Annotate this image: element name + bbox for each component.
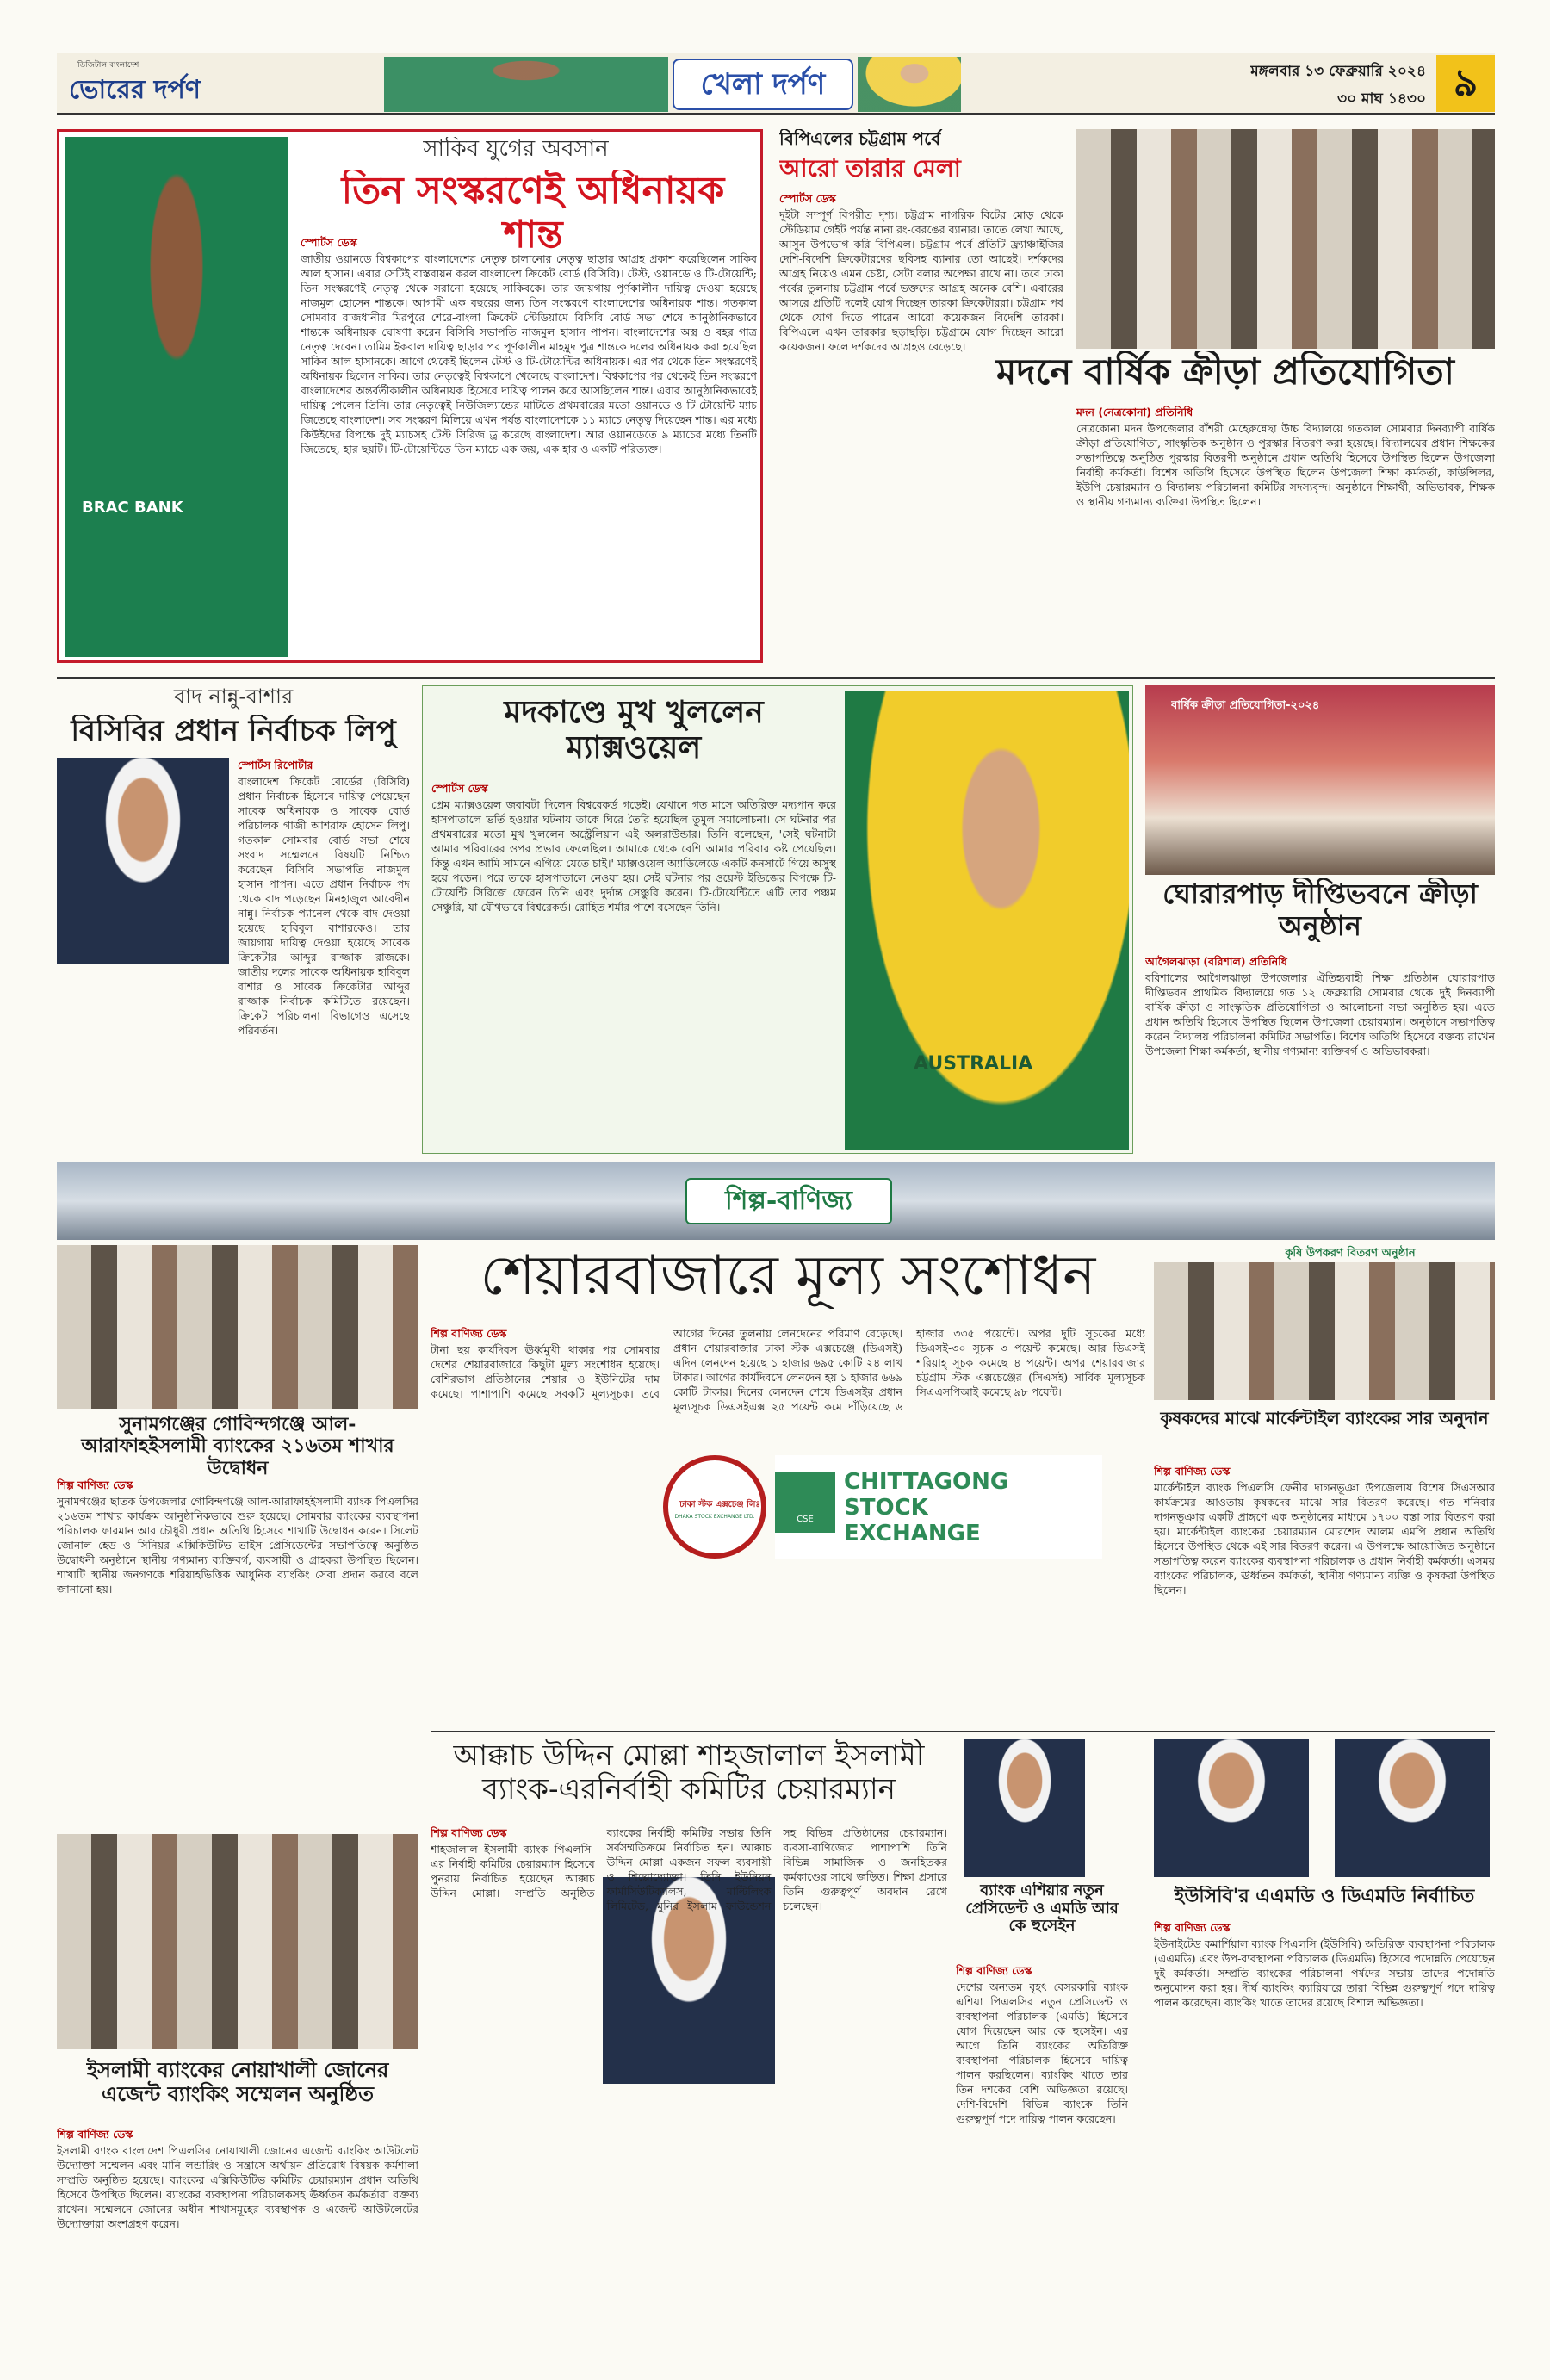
photo-alarafah [57, 1245, 418, 1409]
islami-bank-body [57, 2127, 418, 2342]
lipu-byline: স্পোর্টস রিপোর্টার [238, 759, 313, 772]
bpl-body [779, 191, 1063, 663]
section-banner [673, 59, 853, 110]
ucb-byline: শিল্প বাণিজ্য ডেস্ক [1154, 1921, 1231, 1934]
lipu-kicker: বাদ নান্নু-বাশার [173, 685, 294, 709]
jersey-australia-label: AUSTRALIA [914, 1053, 1033, 1075]
shahjalal-headline: আক্কাচ উদ্দিন মোল্লা শাহজালাল ইসলামী ব্যাংক-এরনির্বাহী কমিটির চেয়ারম্যান [453, 1739, 925, 1807]
maxwell-headline: মদকাণ্ডে মুখ খুললেন ম্যাক্সওয়েল [504, 695, 764, 766]
madan-byline: মদন (নেত্রকোনা) প্রতিনিধি [1076, 406, 1194, 418]
cse-word-2: STOCK [844, 1495, 928, 1521]
photo-ucb-dmd [1335, 1739, 1490, 1877]
mercantile-top-caption: কৃষি উপকরণ বিতরণ অনুষ্ঠান [1285, 1247, 1416, 1260]
jersey-sponsor-label: BRAC BANK [82, 499, 183, 517]
dse-logo [663, 1455, 766, 1559]
lipu-body [238, 758, 410, 1154]
story-lipu [57, 685, 410, 1154]
photo-lipu [57, 758, 229, 964]
sharemarket-body-text: টানা ছয় কার্যদিবস ঊর্ধ্বমুখী থাকার পর সোমবার দেশের শেয়ারবাজারে কিছুটা মূল্য সংশোধন হয়েছে। বেশিরভাগ প্রতিষ্ঠানের শেয়ার ও ইউনিটের দাম কমেছে। পাশাপাশি কমেছে সবকটি মূল্যসূচক। তবে আগের দিনের তুলনায় লেনদেনের পরিমাণ বেড়েছে। প্রধান শেয়ারবাজার ঢাকা স্টক এক্সচেঞ্জে (ডিএসই) এদিন লেনদেন হয়েছে ১ হাজার ৬৯৫ কোটি ২৪ লাখ টাকার। আগের কার্যদিবসে লেনদেন হয় ১ হাজার ৬৬৯ কোটি টাকার। দিনের লেনদেন শেষে ডিএসইর প্রধান মূল্যসূচক ডিএসইএক্স ২৫ পয়েন্ট কমে দাঁড়িয়েছে ৬ হাজার ৩৩৫ পয়েন্টে। অপর দুটি সূচকের মধ্যে ডিএসই-৩০ সূচক ৩ পয়েন্ট কমেছে। আর ডিএসই শরিয়াহ্ সূচক কমেছে ৪ পয়েন্ট। অপর শেয়ারবাজার চট্টগ্রাম স্টক এক্সচেঞ্জের (সিএসই) সার্বিক মূল্যসূচক সিএএসপিআই কমেছে ৯৮ পয়েন্ট। [431, 1327, 1145, 1413]
bankasia-body [956, 1963, 1128, 2342]
story-maxwell [422, 685, 1133, 1154]
story-sakib [57, 129, 763, 663]
date-line-1: মঙ্গলবার ১৩ ফেব্রুয়ারি ২০২৪ [1250, 63, 1426, 80]
ghorarpar-body [1145, 954, 1495, 1154]
cse-word-3: EXCHANGE [844, 1521, 981, 1546]
banner-player-strip-right [858, 57, 961, 112]
page-number: ৯ [1436, 55, 1495, 112]
masthead [57, 53, 1495, 115]
bpl-byline: স্পোর্টস ডেস্ক [779, 192, 836, 205]
dse-logo-bangla: ঢাকা স্টক এক্সচেঞ্জ লিঃ [679, 1500, 760, 1509]
alarafah-body-text: সুনামগঞ্জের ছাতক উপজেলার গোবিন্দগঞ্জে আল-আরাফাহইসলামী ব্যাংক পিএলসির ২১৬তম শাখার কার্যক্রম আনুষ্ঠানিকভাবে শুরু হয়েছে। সোমবার ব্যাংকের ব্যবস্থাপনা পরিচালক ফারমান আর চৌধুরী প্রধান অতিথি হিসেবে শাখাটি উদ্বোধন করেন। সিলেট জোনাল হেড ও সিনিয়র এক্সিকিউটিভ ভাইস প্রেসিডেন্টের সভাপতিত্বে অনুষ্ঠিত উদ্বোধনী অনুষ্ঠানে স্থানীয় গণ্যমান্য ব্যক্তিবর্গ, ব্যবসায়ী ও গ্রাহকরা উপস্থিত ছিলেন। শাখাটি স্থানীয় জনগণকে শরিয়াহভিত্তিক আধুনিক ব্যাংকিং সেবা প্রদান করবে বলে জানানো হয়। [57, 1495, 418, 1596]
photo-shanto [65, 137, 288, 657]
photo-rk-hussain [964, 1739, 1085, 1877]
bpl-headline: আরো তারার মেলা [779, 155, 961, 183]
divider-row2 [431, 1731, 1495, 1732]
madan-body-text: নেত্রকোনা মদন উপজেলার বাঁশরী মেহেরুন্নেছা উচ্চ বিদ্যালয়ে গতকাল সোমবার দিনব্যাপী বার্ষিক ক্রীড়া প্রতিযোগিতা, সাংস্কৃতিক অনুষ্ঠান ও পুরস্কার বিতরণ করা হয়েছে। বিদ্যালয়ের প্রধান শিক্ষকের সভাপতিত্বে অনুষ্ঠিত পুরস্কার বিতরণী অনুষ্ঠানে প্রধান অতিথি হিসেবে উপস্থিত ছিলেন উপজেলা নির্বাহী কর্মকর্তা। বিশেষ অতিথি হিসেবে উপস্থিত ছিলেন উপজেলা শিক্ষা কর্মকর্তা, কাউন্সিলর, ইউপি চেয়ারম্যান ও বিদ্যালয় পরিচালনা কমিটির সদস্যবৃন্দ। অনুষ্ঠানে শিক্ষার্থী, অভিভাবক, শিক্ষক ও স্থানীয় গণ্যমান্য ব্যক্তিরা উপস্থিত ছিলেন। [1076, 422, 1495, 508]
sakib-body [301, 235, 757, 657]
ghorarpar-byline: আগৈলঝাড়া (বরিশাল) প্রতিনিধি [1145, 955, 1287, 968]
paper-logo: ভোরের দর্পণ [69, 75, 201, 105]
ghorarpar-body-text: বরিশালের আগৈলঝাড়া উপজেলার ঐতিহ্যবাহী শিক্ষা প্রতিষ্ঠান ঘোরারপাড় দীপ্তিভবন প্রাথমিক বিদ্যালয়ে গত ১২ ফেব্রুয়ারি সোমবার থেকে দুই দিনব্যাপী বার্ষিক ক্রীড়া ও সাংস্কৃতিক প্রতিযোগিতা ও আলোচনা সভা অনুষ্ঠিত হয়। এতে প্রধান অতিথি হিসেবে উপস্থিত ছিলেন উপজেলা চেয়ারম্যান। অনুষ্ঠানে সভাপতিত্ব করেন বিদ্যালয় পরিচালনা কমিটির সভাপতি। বিশেষ অতিথি হিসেবে বক্তব্য রাখেন উপজেলা শিক্ষা কর্মকর্তা, স্থানীয় গণ্যমান্য ব্যক্তিবর্গ ও অভিভাবকরা। [1145, 971, 1495, 1057]
mercantile-headline: কৃষকদের মাঝে মার্কেন্টাইল ব্যাংকের সার অনুদান [1160, 1409, 1489, 1429]
commerce-section-title: শিল্প-বাণিজ্য [725, 1186, 852, 1216]
lipu-body-text: বাংলাদেশ ক্রিকেট বোর্ডের (বিসিবি) প্রধান নির্বাচক হিসেবে দায়িত্ব পেয়েছেন সাবেক অধিনায়ক ও সাবেক বোর্ড পরিচালক গাজী আশরাফ হোসেন লিপু। গতকাল সোমবার বোর্ড সভা শেষে সংবাদ সম্মেলনে বিষয়টি নিশ্চিত করেছেন বিসিবি সভাপতি নাজমুল হাসান পাপন। এতে প্রধান নির্বাচক পদ থেকে বাদ পড়েছেন মিনহাজুল আবেদীন নান্নু। নির্বাচক প্যানেল থেকে বাদ দেওয়া হয়েছে হাবিবুল বাশারকেও। তার জায়গায় দায়িত্ব দেওয়া হয়েছে সাবেক ক্রিকেটার আব্দুর রাজ্জাক রাজকে। জাতীয় দলের সাবেক অধিনায়ক হাবিবুল বাশার ও সাবেক ক্রিকেটার আব্দুর রাজ্জাক নির্বাচক কমিটিতে রয়েছেন। ক্রিকেট পরিচালনা বিভাগেও এসেছে পরিবর্তন। [238, 775, 410, 1037]
commerce-banner-label [685, 1178, 892, 1224]
banner-player-strip-left [384, 57, 668, 112]
sharemarket-byline: শিল্প বাণিজ্য ডেস্ক [431, 1327, 507, 1340]
maxwell-body [431, 781, 836, 1147]
madan-body [1076, 405, 1495, 663]
islami-bank-body-text: ইসলামী ব্যাংক বাংলাদেশ পিএলসির নোয়াখালী জোনের এজেন্ট ব্যাংকিং আউটলেট উদ্যোক্তা সম্মেলন এবং মানি লন্ডারিং ও সন্ত্রাসে অর্থায়ন প্রতিরোধ বিষয়ক কর্মশালা সম্প্রতি অনুষ্ঠিত হয়েছে। ব্যাংকের এক্সিকিউটিভ কমিটির চেয়ারম্যান প্রধান অতিথি হিসেবে উপস্থিত ছিলেন। ব্যাংকের ব্যবস্থাপনা পরিচালকসহ ঊর্ধ্বতন কর্মকর্তারা বক্তব্য রাখেন। সম্মেলনে জোনের অধীন শাখাসমূহের ব্যবস্থাপক ও এজেন্ট আউটলেটের উদ্যোক্তারা অংশগ্রহণ করেন। [57, 2144, 418, 2230]
ghorarpar-headline: ঘোরারপাড় দীপ্তিভবনে ক্রীড়া অনুষ্ঠান [1162, 878, 1478, 942]
bpl-kicker: বিপিএলের চট্টগ্রাম পর্বে [779, 129, 941, 149]
maxwell-body-text: প্রেম ম্যাক্সওয়েল জবাবটা দিলেন বিশ্বরেকর্ড গড়েই। যেখানে গত মাসে অতিরিক্ত মদ্যপান করে হাসপাতালে ভর্তি হওয়ার ঘটনায় তাকে ঘিরে তৈরি হয়েছিল তুমুল সমালোচনা। সে ঘটনার পর প্রথমবারের মতো মুখ খুললেন অস্ট্রেলিয়ান এই অলরাউন্ডার। তিনি বলেছেন, 'সেই ঘটনাটা আমার পরিবারের ওপর প্রভাব ফেলেছিল। আমাকে থেকে বেশি আমার পরিবার কষ্ট পেয়েছিল। কিন্তু এখন আমি সামনে এগিয়ে যেতে চাই।' ম্যাক্সওয়েল অ্যাডিলেডে একটি কনসার্টে গিয়ে অসুস্থ হয়ে পড়েন। পরে তাকে হাসপাতালে নেওয়া হয়। সেই ঘটনার পর ওয়েস্ট ইন্ডিজের বিপক্ষে টি-টোয়েন্টি সিরিজে ফেরেন তিনি এবং দুর্দান্ত সেঞ্চুরি করেন। টি-টোয়েন্টিতে এটি তার পঞ্চম সেঞ্চুরি, যা যৌথভাবে বিশ্বরেকর্ড। রোহিত শর্মার পাশে বসেছেন তিনি। [431, 798, 836, 914]
mercantile-byline: শিল্প বাণিজ্য ডেস্ক [1154, 1465, 1231, 1478]
alarafah-body [57, 1478, 418, 1727]
bankasia-byline: শিল্প বাণিজ্য ডেস্ক [956, 1964, 1032, 1977]
sakib-kicker: সাকিব যুগের অবসান [423, 137, 609, 162]
ucb-body-text: ইউনাইটেড কমার্শিয়াল ব্যাংক পিএলসি (ইউসিবি) অতিরিক্ত ব্যবস্থাপনা পরিচালক (এএমডি) এবং উপ-ব্যবস্থাপনা পরিচালক (ডিএমডি) হিসেবে পদোন্নতি পেয়েছেন দুই কর্মকর্তা। সম্প্রতি ব্যাংকের পরিচালনা পর্ষদের সভায় তাদের পদোন্নতি অনুমোদন করা হয়। দীর্ঘ ব্যাংকিং ক্যারিয়ারে তারা বিভিন্ন গুরুত্বপূর্ণ পদে দায়িত্ব পালন করেছেন। ব্যাংকিং খাতে তাদের রয়েছে বিশাল অভিজ্ঞতা। [1154, 1937, 1495, 2009]
date-line-2: ৩০ মাঘ ১৪৩০ [1337, 90, 1426, 108]
cse-mark [775, 1472, 835, 1533]
sakib-byline: স্পোর্টস ডেস্ক [301, 236, 357, 249]
bankasia-body-text: দেশের অন্যতম বৃহৎ বেসরকারি ব্যাংক এশিয়া পিএলসির নতুন প্রেসিডেন্ট ও ব্যবস্থাপনা পরিচালক (এমডি) হিসেবে যোগ দিয়েছেন আর কে হুসেইন। এর আগে তিনি ব্যাংকের অতিরিক্ত ব্যবস্থাপনা পরিচালক হিসেবে দায়িত্ব পালন করছিলেন। ব্যাংকিং খাতে তার তিন দশকের বেশি অভিজ্ঞতা রয়েছে। দেশি-বিদেশি বিভিন্ন ব্যাংকে তিনি গুরুত্বপূর্ণ পদে দায়িত্ব পালন করেছেন। [956, 1980, 1128, 2125]
mercantile-body-text: মার্কেন্টাইল ব্যাংক পিএলসি ফেনীর দাগনভূঞা উপজেলায় বিশেষ সিএসআর কার্যক্রমের আওতায় কৃষকদের মাঝে সার বিতরণ করেছে। গত শনিবার দাগনভূঞার একটি প্রাঙ্গণে এক অনুষ্ঠানের মাধ্যমে ১৭০০ বস্তা সার বিতরণ করা হয়। মার্কেন্টাইল ব্যাংকের চেয়ারম্যান মোরশেদ আলম এমপি প্রধান অতিথি হিসেবে উপস্থিত থেকে এই সার বিতরণ করেন। এ উপলক্ষে আয়োজিত অনুষ্ঠানে সভাপতিত্ব করেন ব্যাংকের ব্যবস্থাপনা পরিচালক ও প্রধান নির্বাহী কর্মকর্তা। এসময় ব্যাংকের পরিচালক, ঊর্ধ্বতন কর্মকর্তা, স্থানীয় গণ্যমান্য ব্যক্তি ও কৃষকরা উপস্থিত ছিলেন। [1154, 1481, 1495, 1596]
alarafah-byline: শিল্প বাণিজ্য ডেস্ক [57, 1478, 133, 1491]
mercantile-body [1154, 1464, 1495, 1727]
cse-logo [775, 1455, 1102, 1559]
lipu-headline: বিসিবির প্রধান নির্বাচক লিপু [71, 715, 396, 748]
photo-mercantile [1154, 1262, 1495, 1400]
divider-row1 [57, 677, 1495, 679]
shahjalal-body [431, 1825, 947, 2342]
section-title: খেলা দর্পণ [700, 67, 826, 102]
islami-bank-byline: শিল্প বাণিজ্য ডেস্ক [57, 2128, 133, 2141]
cse-word-1: CHITTAGONG [844, 1469, 1009, 1495]
sakib-body-text: জাতীয় ওয়ানডে বিশ্বকাপের বাংলাদেশের নেতৃত্ব চালানোর নেতৃত্ব ছাড়ার আগ্রহ প্রকাশ করেছিলেন সাকিব আল হাসান। এবার সেটিই বাস্তবায়ন করল বাংলাদেশ ক্রিকেট বোর্ড (বিসিবি)। টেস্ট, ওয়ানডে ও টি-টোয়েন্টি; তিন সংস্করণেই নেতৃত্ব থেকে সরানো হয়েছে সাকিবকে। তার জায়গায় পূর্ণকালীন দায়িত্ব দেওয়া হয়েছে নাজমুল হোসেন শান্তকে। আগামী এক বছরের জন্য তিন সংস্করণে বাংলাদেশের অধিনায়ক শান্ত। গতকাল সোমবার রাজধানীর মিরপুরে শেরে-বাংলা ক্রিকেট স্টেডিয়ামে বিসিবি বোর্ড সভা শেষে আনুষ্ঠানিকভাবে শান্তকে অধিনায়ক ঘোষণা করেন বিসিবি সভাপতি নাজমুল হাসান পাপন। বাংলাদেশের অস্ত্র ও বহর গাত্র নেতৃত্ব দেবেন। তামিম ইকবাল দায়িত্ব ছাড়ার পর পূর্ণকালীন মাহমুদ পুত্র শান্তকে দলের অধিনায়ক করা হয়েছিল সাকিব আল হাসানকে। আগে থেকেই ছিলেন টেস্ট ও টি-টোয়েন্টির অধিনায়ক। এর পর থেকে তিন সংস্করণেই অধিনায়ক ছিলেন সাকিব। তার নেতৃত্বেই বিশ্বকাপে খেলেছে বাংলাদেশ। বিশ্বকাপের পর থেকেই তিন সংস্করণে বাংলাদেশের অন্তর্বর্তীকালীন অধিনায়ক হিসেবে দায়িত্ব পালন করে আসছিলেন শান্ত। এবার আনুষ্ঠানিকভাবেই দায়িত্ব পেলেন তিনি। তার নেতৃত্বেই নিউজিল্যান্ডের মাটিতে প্রথমবারের মতো ওয়ানডে ও টি-টোয়েন্টি ম্যাচ জিতেছে বাংলাদেশ। সব সংস্করণ মিলিয়ে এখন পর্যন্ত বাংলাদেশকে ১১ ম্যাচে নেতৃত্ব দিয়েছেন শান্ত। এর মধ্যে কিউইদের বিপক্ষে দুই ম্যাচসহ টেস্ট সিরিজ ড্র করেছে বাংলাদেশ। আর ওয়ানডেতে ৯ ম্যাচের মধ্যে তিনটি জিতেছে, হার ছয়টি। টি-টোয়েন্টিতে তিন ম্যাচে এক জয়, এক হার ও একটি পরিত্যক্ত। [301, 252, 757, 456]
photo-madan-sports [1076, 129, 1495, 349]
ghorarpar-stage-banner: বার্ষিক ক্রীড়া প্রতিযোগিতা-২০২৪ [1171, 699, 1320, 712]
bpl-body-text: দুইটা সম্পূর্ণ বিপরীত দৃশ্য। চট্টগ্রাম নাগরিক বিটের মোড় থেকে স্টেডিয়াম গেইট পর্যন্ত নানা রং-বেরঙের ব্যানার। তাতে লেখা আছে, আসুন উপভোগ করি বিপিএল। চট্টগ্রাম পর্বে প্রতিটি ফ্র্যাঞ্চাইজির দেশি-বিদেশি ক্রিকেটারদের ছবিসহ ব্যানার তো আছেই। দর্শকদের আগ্রহ নিয়েও এমন চেষ্টা, সেটা বলার অপেক্ষা রাখে না। তবে ঢাকা পর্বের তুলনায় চট্টগ্রাম পর্বে ভক্তদের আগ্রহ অনেক বেশি। এবারের আসরে প্রতিটি দলেই যোগ দিচ্ছেন তারকা ক্রিকেটাররা। চট্টগ্রাম পর্ব থেকে যোগ দিতে পারেন আরো কয়েকজন বিদেশি তারকা। বিপিএলে এখন তারকার ছড়াছড়ি। চট্টগ্রামে যোগ দিচ্ছেন আরো কয়েকজন। ফলে দর্শকদের আগ্রহও বেড়েছে। [779, 208, 1063, 353]
photo-maxwell [845, 691, 1129, 1150]
commerce-banner [57, 1162, 1495, 1240]
sharemarket-headline: শেয়ারবাজারে মূল্য সংশোধন [480, 1245, 1096, 1308]
islami-bank-headline: ইসলামী ব্যাংকের নোয়াখালী জোনের এজেন্ট ব্যাংকিং সম্মেলন অনুষ্ঠিত [86, 2058, 389, 2106]
alarafah-headline: সুনামগঞ্জের গোবিন্দগঞ্জে আল-আরাফাহইসলামী ব্যাংকের ২১৬তম শাখার উদ্বোধন [81, 1414, 394, 1479]
ucb-headline: ইউসিবি'র এএমডি ও ডিএমডি নির্বাচিত [1174, 1886, 1475, 1907]
shahjalal-byline: শিল্প বাণিজ্য ডেস্ক [431, 1826, 507, 1839]
ucb-body [1154, 1920, 1495, 2342]
photo-ghorarpar [1145, 685, 1495, 875]
story-bpl [779, 129, 1063, 663]
paper-name-small: ডিজিটাল বাংলাদেশ [78, 61, 140, 70]
bankasia-headline: ব্যাংক এশিয়ার নতুন প্রেসিডেন্ট ও এমডি আর কে হুসেইন [965, 1882, 1119, 1936]
shahjalal-body-text: শাহজালাল ইসলামী ব্যাংক পিএলসি-এর নির্বাহী কমিটির চেয়ারম্যান হিসেবে পুনরায় নির্বাচিত হয়েছেন আক্কাচ উদ্দিন মোল্লা। সম্প্রতি অনুষ্ঠিত ব্যাংকের নির্বাহী কমিটির সভায় তিনি সর্বসম্মতিক্রমে নির্বাচিত হন। আক্কাচ উদ্দিন মোল্লা একজন সফল ব্যবসায়ী ও শিল্পোদ্যোক্তা। তিনি ইউনিয়ন ফার্মাসিউটিক্যালস, মাল্টিলিংক লিমিটেড, মুনির ইসলাম ফাউন্ডেশন সহ বিভিন্ন প্রতিষ্ঠানের চেয়ারম্যান। ব্যবসা-বাণিজ্যের পাশাপাশি তিনি বিভিন্ন সামাজিক ও জনহিতকর কর্মকাণ্ডের সাথে জড়িত। শিক্ষা প্রসারে তিনি গুরুত্বপূর্ণ অবদান রেখে চলেছেন। [431, 1826, 947, 1912]
cse-mark-text: CSE [797, 1515, 814, 1524]
sakib-headline: তিন সংস্করণেই অধিনায়ক শান্ত [341, 170, 725, 257]
dse-logo-english: DHAKA STOCK EXCHANGE LTD. [674, 1514, 755, 1520]
maxwell-byline: স্পোর্টস ডেস্ক [431, 782, 488, 795]
photo-ucb-amd [1154, 1739, 1309, 1877]
photo-islami-bank [57, 1834, 418, 2049]
madan-headline: মদনে বার্ষিক ক্রীড়া প্রতিযোগিতা [996, 351, 1454, 393]
